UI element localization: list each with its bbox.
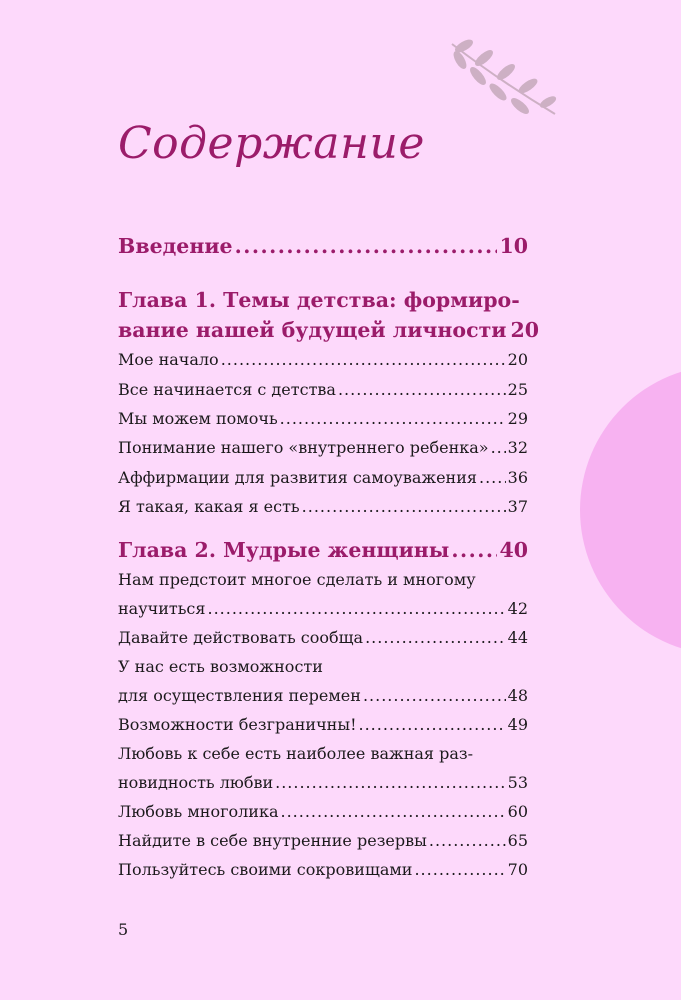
toc-entry-label: вание нашей будущей личности: [118, 318, 507, 342]
toc-entry[interactable]: [118, 595, 528, 623]
toc-entry-label: научиться: [118, 599, 206, 618]
toc-entry-page: 48: [507, 686, 528, 705]
toc-entry-label: Глава 2. Мудрые женщины: [118, 538, 450, 562]
toc-entry[interactable]: [118, 464, 528, 492]
toc-entry[interactable]: [118, 769, 528, 797]
toc-entry-chapter2[interactable]: [118, 534, 528, 566]
leaf-sprig-icon: [440, 36, 560, 126]
toc-entry-page: 32: [507, 438, 528, 457]
toc-entry-line1[interactable]: У нас есть возможности: [118, 657, 323, 676]
toc-entry-page: 70: [507, 860, 528, 879]
toc-entry[interactable]: [118, 405, 528, 433]
toc-entry-page: 36: [507, 468, 528, 487]
toc-entry[interactable]: [118, 376, 528, 404]
toc-leader-dots: [363, 682, 506, 710]
toc-entry-label: новидность любви: [118, 773, 274, 792]
toc-leader-dots: [365, 624, 506, 652]
toc-entry-label: Введение: [118, 234, 233, 258]
toc-entry[interactable]: [118, 624, 528, 652]
toc-leader-dots: [280, 405, 506, 433]
toc-leader-dots: [280, 798, 505, 826]
toc-leader-dots: [429, 827, 506, 855]
toc-entry-line1[interactable]: Нам предстоит многое сделать и многому: [118, 570, 476, 589]
toc-entry-label: для осуществления перемен: [118, 686, 361, 705]
toc-entry[interactable]: [118, 711, 528, 739]
toc-leader-dots: [302, 493, 506, 521]
toc-entry-page: 49: [507, 715, 528, 734]
toc-entry-page: 60: [507, 802, 528, 821]
toc-leader-dots: [359, 711, 506, 739]
toc-entry-page: 10: [499, 234, 528, 258]
toc-entry-page: 42: [507, 599, 528, 618]
toc-leader-dots: [451, 534, 497, 566]
toc-leader-dots: [221, 346, 506, 374]
toc-entry[interactable]: [118, 346, 528, 374]
toc-entry-label: Давайте действовать сообща: [118, 628, 364, 647]
toc-entry-label: Аффирмации для развития самоуважения: [118, 468, 477, 487]
toc-entry-label: Я такая, какая я есть: [118, 497, 300, 516]
toc-leader-dots: [414, 856, 505, 884]
decorative-circle: [580, 365, 681, 655]
toc-leader-dots: [479, 464, 506, 492]
toc-entry-page: 53: [507, 773, 528, 792]
page-number: 5: [118, 920, 129, 939]
toc-entry-label: Понимание нашего «внутреннего ребенка»: [118, 438, 489, 457]
toc-leader-dots: [338, 376, 506, 404]
toc-entry-page: 44: [507, 628, 528, 647]
toc-entry[interactable]: [118, 434, 528, 462]
toc-leader-dots: [207, 595, 505, 623]
toc-leader-dots: [275, 769, 506, 797]
toc-entry-label: Возможности безграничны!: [118, 715, 357, 734]
toc-entry-page: 37: [507, 497, 528, 516]
toc-entry[interactable]: [118, 493, 528, 521]
toc-entry-page: 20: [510, 318, 540, 342]
toc-entry-page: 29: [507, 409, 528, 428]
toc-entry-label: Найдите в себе внутренние резервы: [118, 831, 427, 850]
toc-entry-label: Мы можем помочь: [118, 409, 278, 428]
toc-entry-label: Мое начало: [118, 350, 219, 369]
toc-entry-page: 40: [499, 538, 528, 562]
toc-entry-label: Пользуйтесь своими сокровищами: [118, 860, 413, 879]
toc-entry[interactable]: [118, 682, 528, 710]
toc-entry-chapter1[interactable]: [118, 314, 540, 346]
toc-chapter1-title-line1[interactable]: Глава 1. Темы детства: формиро-: [118, 288, 520, 312]
toc-leader-dots: [235, 230, 498, 262]
toc-entry-page: 65: [507, 831, 528, 850]
toc-entry-label: Все начинается с детства: [118, 380, 336, 399]
toc-entry[interactable]: [118, 798, 528, 826]
toc-entry-intro[interactable]: [118, 230, 528, 262]
page-title: Содержание: [118, 118, 425, 169]
toc-entry[interactable]: [118, 856, 528, 884]
toc-entry[interactable]: [118, 827, 528, 855]
toc-entry-label: Любовь многолика: [118, 802, 279, 821]
toc-leader-dots: [491, 434, 506, 462]
toc-entry-page: 20: [507, 350, 528, 369]
toc-entry-page: 25: [507, 380, 528, 399]
toc-entry-line1[interactable]: Любовь к себе есть наиболее важная раз-: [118, 744, 474, 763]
